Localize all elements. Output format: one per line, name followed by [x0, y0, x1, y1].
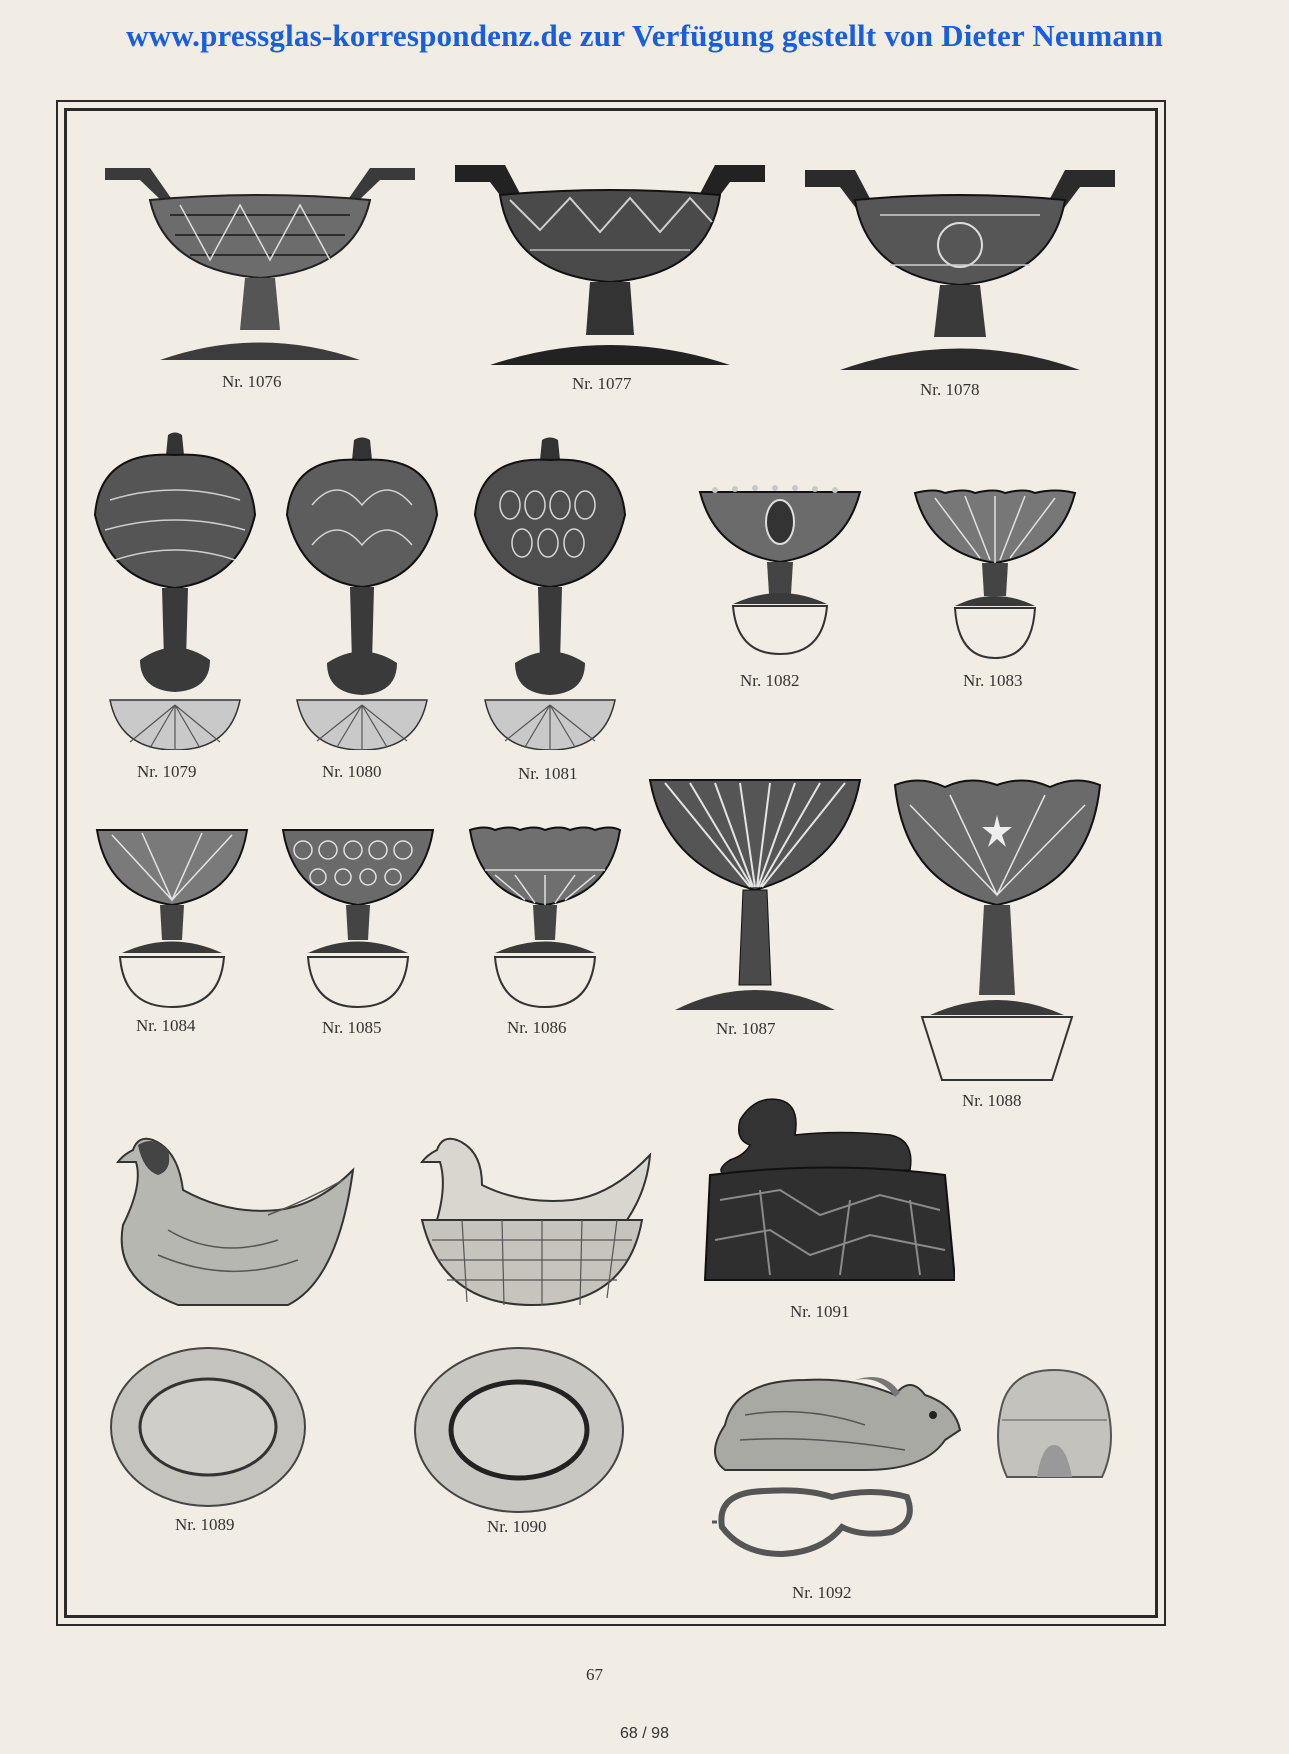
item-label-1080: Nr. 1080	[322, 762, 382, 781]
item-label-1084: Nr. 1084	[136, 1016, 196, 1035]
item-label-1089: Nr. 1089	[175, 1515, 235, 1534]
oval-plate-1089-illustration	[108, 1345, 308, 1510]
lion-dish-1091-illustration	[700, 1090, 955, 1285]
footed-bowl-1083-illustration	[910, 488, 1080, 663]
item-label-1088: Nr. 1088	[962, 1091, 1022, 1110]
item-label-1083: Nr. 1083	[963, 671, 1023, 690]
tall-vase-1087-illustration	[645, 775, 865, 1015]
item-label-1076: Nr. 1076	[222, 372, 282, 391]
covered-goblet-1080-illustration	[282, 435, 442, 750]
hare-dish-outline-illustration	[712, 1482, 917, 1562]
item-label-1078: Nr. 1078	[920, 380, 980, 399]
item-label-1077: Nr. 1077	[572, 374, 632, 393]
hen-basket-dish-1090-illustration	[412, 1130, 652, 1310]
item-label-1086: Nr. 1086	[507, 1018, 567, 1037]
item-label-1079: Nr. 1079	[137, 762, 197, 781]
footed-bowl-1086-illustration	[465, 825, 625, 1010]
pdf-page-indicator: 68 / 98	[620, 1725, 669, 1742]
tall-vase-1088-illustration	[890, 775, 1105, 1085]
item-label-1085: Nr. 1085	[322, 1018, 382, 1037]
handled-bowl-1078-illustration	[800, 165, 1120, 375]
oval-plate-1090-illustration	[412, 1345, 627, 1515]
handled-bowl-1076-illustration	[100, 160, 420, 370]
hare-dish-1092-illustration	[705, 1365, 965, 1475]
footed-bowl-1084-illustration	[92, 825, 252, 1010]
item-label-1081: Nr. 1081	[518, 764, 578, 783]
item-label-1092: Nr. 1092	[792, 1583, 852, 1602]
item-label-1090: Nr. 1090	[487, 1517, 547, 1536]
item-label-1087: Nr. 1087	[716, 1019, 776, 1038]
footed-bowl-1085-illustration	[278, 825, 438, 1010]
page-number: 67	[586, 1665, 603, 1684]
item-label-1091: Nr. 1091	[790, 1302, 850, 1321]
handled-bowl-1077-illustration	[450, 160, 770, 370]
covered-goblet-1079-illustration	[90, 430, 260, 750]
source-header[interactable]: www.pressglas-korrespondenz.de zur Verfügung gestellt von Dieter Neumann	[126, 18, 1163, 53]
covered-goblet-1081-illustration	[470, 435, 630, 750]
item-label-1082: Nr. 1082	[740, 671, 800, 690]
hare-dish-end-view-illustration	[992, 1365, 1117, 1480]
hen-dish-1089-illustration	[108, 1130, 358, 1310]
footed-bowl-1082-illustration	[695, 482, 865, 657]
